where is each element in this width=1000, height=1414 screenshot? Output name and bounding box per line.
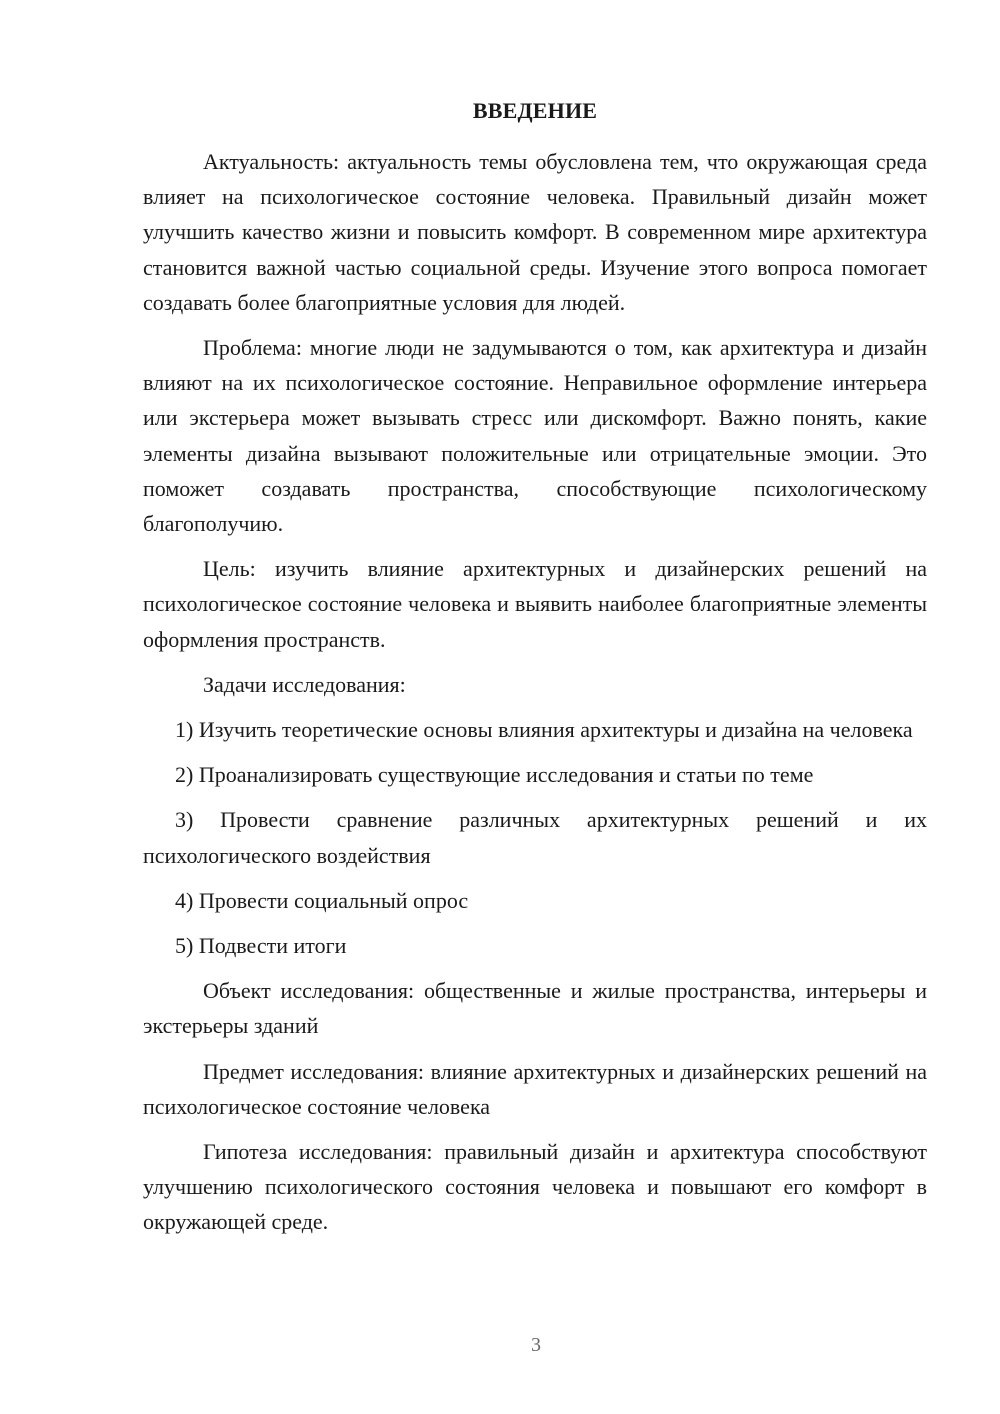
section-heading: ВВЕДЕНИЕ: [472, 98, 598, 123]
task-item: 5) Подвести итоги: [175, 933, 347, 959]
task-item: 2) Проанализировать существующие исследования и статьи по теме: [175, 762, 814, 788]
subject-paragraph: Предмет исследования: влияние архитектурных и дизайнерских решений на психологическое состояние человека: [143, 1058, 927, 1119]
document-page: [143, 96, 927, 1250]
hypothesis-paragraph: Гипотеза исследования: правильный дизайн и архитектура способствуют улучшению психологического состояния человека и повышают его комфорт в окружающей среде.: [143, 1139, 927, 1235]
relevance-paragraph: Актуальность: актуальность темы обусловлена тем, что окружающая среда влияет на психологическое состояние человека. Правильный дизайн может улучшить качество жизни и повысить комфорт. В современном мире архитектура становится важной частью социальной среды. Изучение этого вопроса помогает создавать более благоприятные условия для людей.: [143, 149, 927, 315]
task-item: 1) Изучить теоретические основы влияния архитектуры и дизайна на человека: [175, 717, 913, 743]
task-item: 4) Провести социальный опрос: [175, 887, 469, 913]
task-item: 3) Провести сравнение различных архитектурных решений и их психологического воздействия: [143, 807, 927, 868]
object-paragraph: Объект исследования: общественные и жилые пространства, интерьеры и экстерьеры зданий: [143, 978, 927, 1039]
tasks-heading: Задачи исследования:: [203, 671, 406, 697]
problem-paragraph: Проблема: многие люди не задумываются о том, как архитектура и дизайн влияют на их психологическое состояние. Неправильное оформление интерьера или экстерьера может вызывать стресс или дискомфорт. Важно понять, какие элементы дизайна вызывают положительные или отрицательные эмоции. Это поможет создавать пространства, способствующие психологическому благополучию.: [143, 335, 927, 537]
page-number: 3: [531, 1334, 541, 1356]
goal-paragraph: Цель: изучить влияние архитектурных и дизайнерских решений на психологическое состояние человека и выявить наиболее благоприятные элементы оформления пространств.: [143, 556, 927, 652]
